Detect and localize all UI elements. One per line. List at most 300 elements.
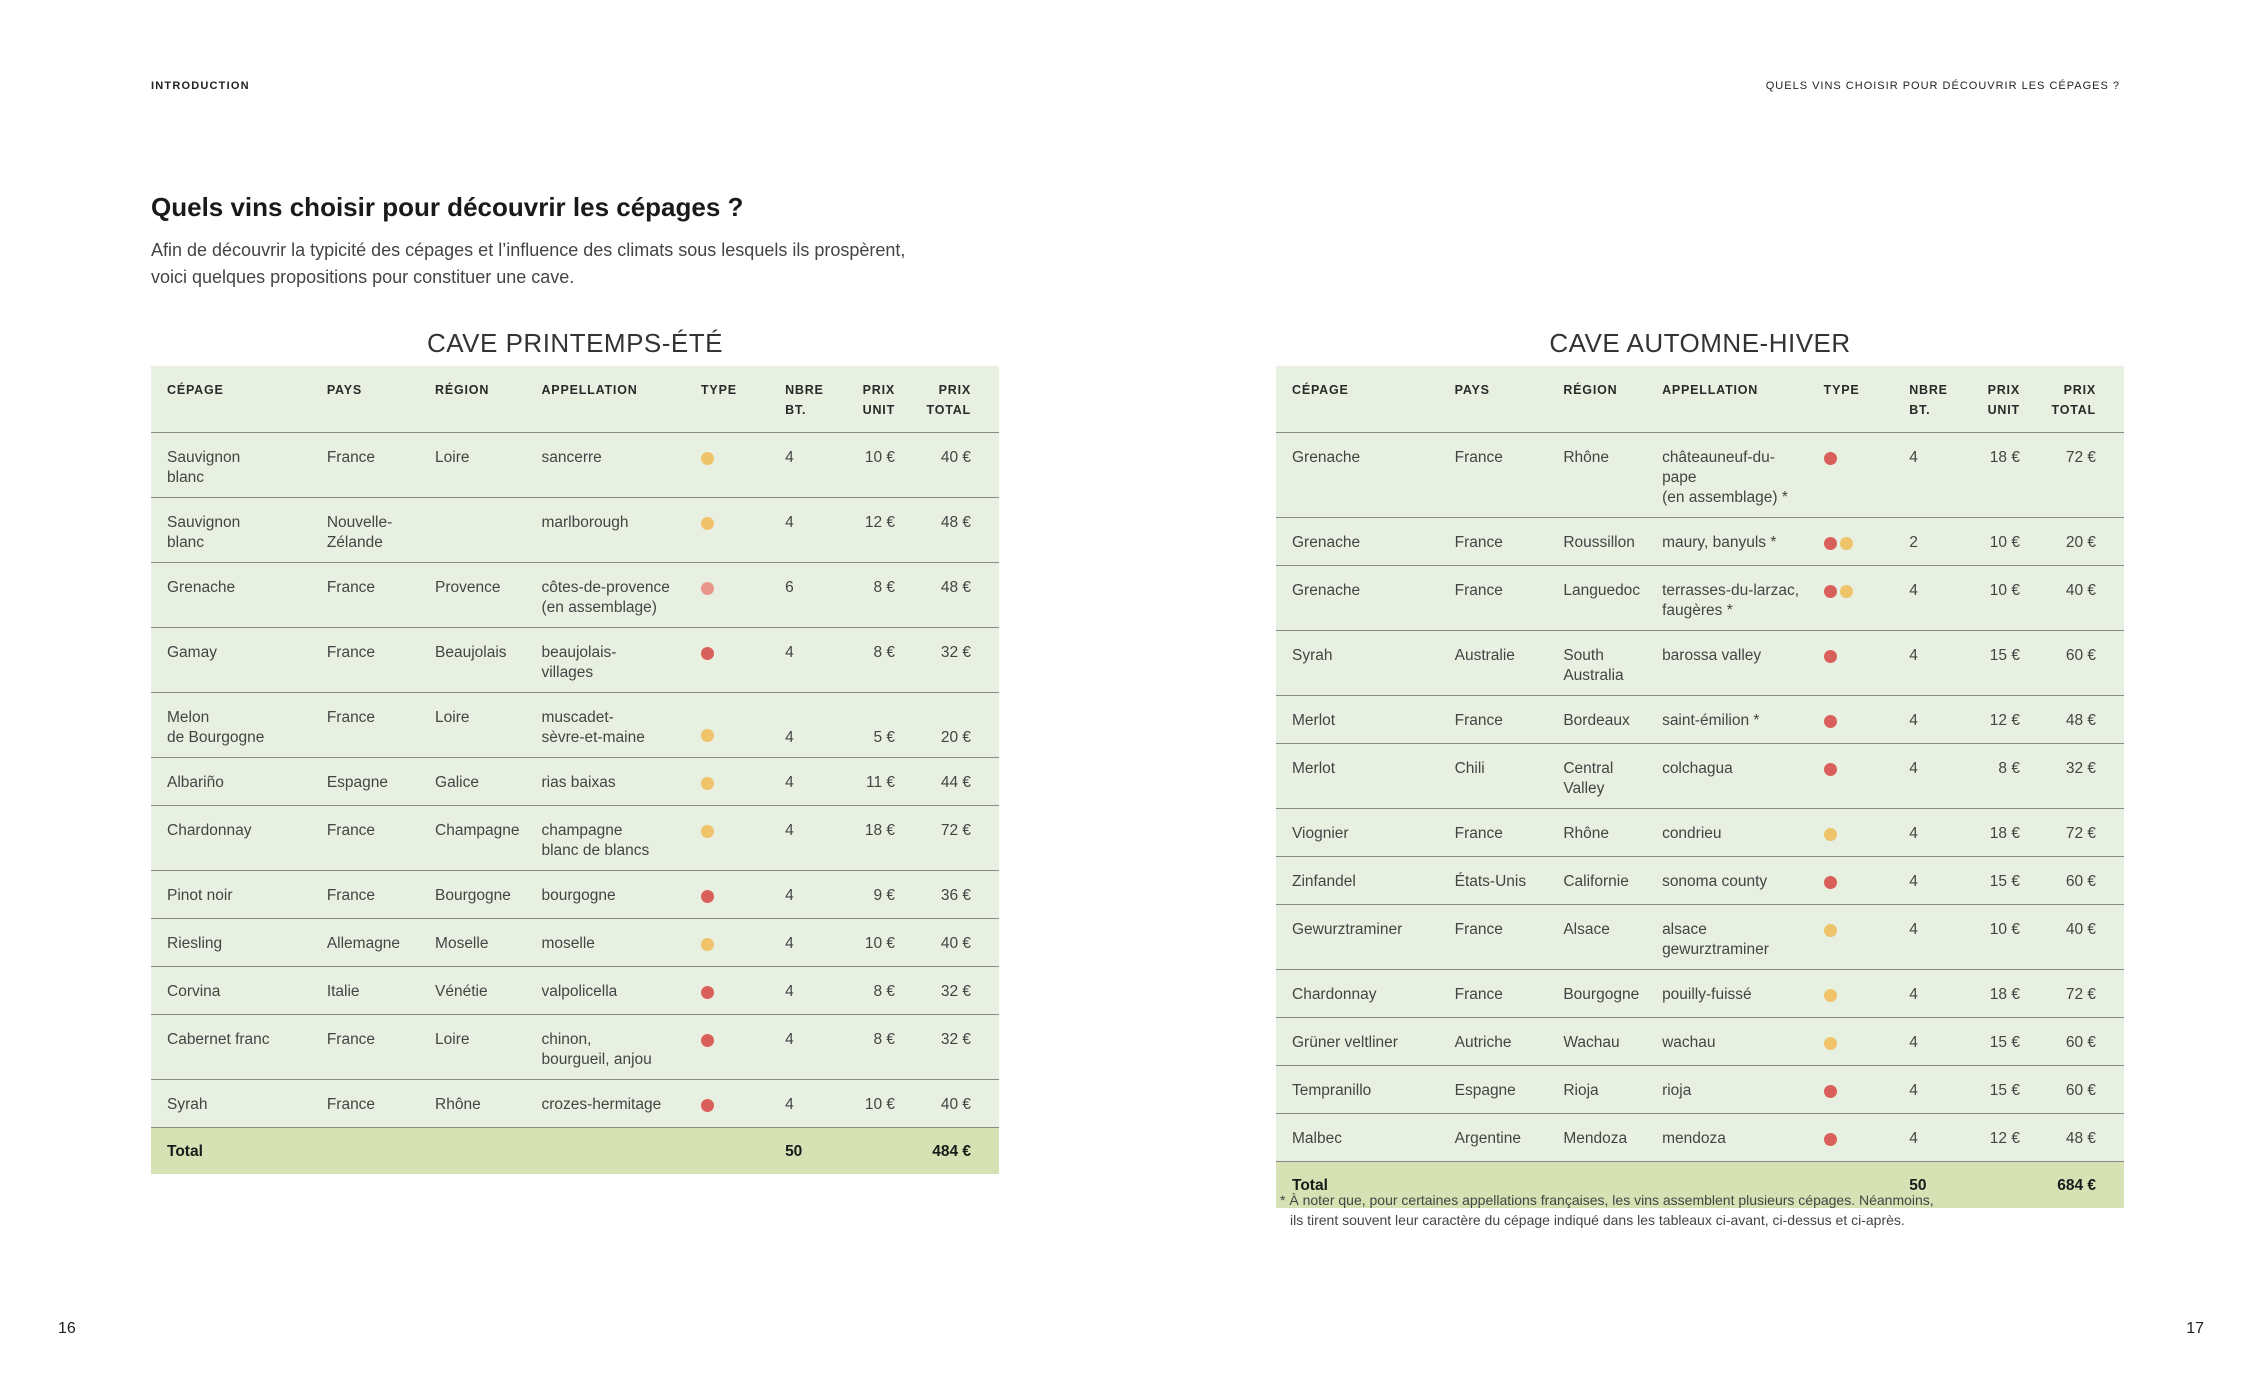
cell-pays bbox=[311, 967, 419, 1015]
cell-appellation-line: marlborough bbox=[541, 514, 629, 531]
cell-prix-unit: 8 € bbox=[837, 628, 909, 693]
cell-appellation-line: crozes-hermitage bbox=[541, 1096, 662, 1113]
cave-automne-table bbox=[1276, 366, 2124, 1208]
cell-pays bbox=[311, 806, 419, 871]
cell-appellation bbox=[525, 919, 685, 967]
cell-appellation bbox=[1646, 857, 1808, 905]
cell-appellation-line: rioja bbox=[1662, 1082, 1692, 1099]
cell-prix-total: 48 € bbox=[909, 498, 999, 563]
cell-region-line: Mendoza bbox=[1563, 1130, 1628, 1147]
cell-pays-line: Italie bbox=[326, 983, 360, 1000]
table-row bbox=[151, 967, 999, 1015]
cell-cepage bbox=[1276, 433, 1439, 518]
cell-cepage-line: Malbec bbox=[1292, 1130, 1342, 1147]
header-pays: PAYS bbox=[311, 366, 419, 433]
table-row bbox=[1276, 566, 2124, 631]
cell-type bbox=[1808, 905, 1900, 970]
cell-appellation-line: bourgueil, anjou bbox=[541, 1051, 652, 1068]
header-cepage: CÉPAGE bbox=[151, 366, 311, 433]
cell-prix-unit: 12 € bbox=[837, 498, 909, 563]
cell-nbre: 4 bbox=[1899, 1066, 1961, 1114]
cell-pays-line: France bbox=[326, 887, 376, 904]
cell-appellation-line: (en assemblage) bbox=[541, 599, 657, 616]
cell-type bbox=[685, 693, 775, 758]
cell-cepage-line: Grüner veltliner bbox=[1292, 1034, 1398, 1051]
cave-automne-hiver bbox=[1276, 326, 2124, 1208]
cell-region-line: Loire bbox=[435, 1031, 470, 1048]
cell-region bbox=[1547, 433, 1646, 518]
cell-appellation-line: mendoza bbox=[1662, 1130, 1726, 1147]
header-prix-total bbox=[2034, 366, 2124, 433]
cell-cepage bbox=[151, 1015, 311, 1080]
cell-cepage bbox=[151, 563, 311, 628]
cell-type bbox=[685, 1015, 775, 1080]
cell-nbre: 4 bbox=[1899, 809, 1961, 857]
header-appellation: APPELLATION bbox=[1646, 366, 1808, 433]
cave-printemps-table bbox=[151, 366, 999, 1174]
cell-cepage bbox=[1276, 744, 1439, 809]
cell-nbre: 4 bbox=[1899, 857, 1961, 905]
cell-appellation-line: côtes-de-provence bbox=[541, 579, 670, 596]
cell-region bbox=[1547, 857, 1646, 905]
cell-nbre: 4 bbox=[1899, 744, 1961, 809]
table-row bbox=[1276, 809, 2124, 857]
cell-pays-line: Nouvelle- bbox=[326, 514, 393, 531]
table-row bbox=[151, 693, 999, 758]
header-type: TYPE bbox=[1808, 366, 1900, 433]
cell-nbre: 4 bbox=[1899, 566, 1961, 631]
cell-region-line: Beaujolais bbox=[435, 644, 507, 661]
cell-prix-total: 48 € bbox=[2034, 1114, 2124, 1162]
cell-type bbox=[685, 806, 775, 871]
cell-pays bbox=[1439, 518, 1548, 566]
cell-type bbox=[685, 919, 775, 967]
cell-pays bbox=[311, 758, 419, 806]
cell-appellation-line: champagne bbox=[541, 822, 623, 839]
total-empty bbox=[837, 1128, 909, 1174]
cell-prix-unit: 18 € bbox=[837, 806, 909, 871]
cave-printemps-title: CAVE PRINTEMPS-ÉTÉ bbox=[426, 328, 723, 358]
cell-appellation bbox=[525, 693, 685, 758]
cell-cepage bbox=[151, 628, 311, 693]
cell-nbre: 4 bbox=[775, 806, 837, 871]
cell-cepage-line: Corvina bbox=[167, 983, 221, 1000]
cell-nbre: 2 bbox=[1899, 518, 1961, 566]
cell-region bbox=[1547, 809, 1646, 857]
cell-nbre: 4 bbox=[775, 967, 837, 1015]
cell-prix-total: 72 € bbox=[909, 806, 999, 871]
cell-appellation bbox=[525, 871, 685, 919]
cell-prix-unit: 5 € bbox=[837, 693, 909, 758]
cell-cepage-line: blanc bbox=[167, 534, 205, 551]
cell-pays-line: France bbox=[1454, 825, 1503, 842]
cell-prix-unit: 10 € bbox=[837, 919, 909, 967]
cell-appellation-line: bourgogne bbox=[541, 887, 616, 904]
cell-prix-unit: 12 € bbox=[1961, 1114, 2034, 1162]
table-row bbox=[1276, 1114, 2124, 1162]
cell-pays-line: Allemagne bbox=[326, 935, 401, 952]
cell-pays bbox=[1439, 970, 1548, 1018]
cell-prix-total: 40 € bbox=[909, 1080, 999, 1128]
cell-prix-total: 44 € bbox=[909, 758, 999, 806]
table-row bbox=[151, 433, 999, 498]
cell-pays bbox=[1439, 433, 1548, 518]
cell-pays-line: France bbox=[326, 644, 376, 661]
cell-region bbox=[1547, 631, 1646, 696]
cell-cepage-line: Grenache bbox=[1292, 449, 1361, 466]
cell-appellation bbox=[525, 563, 685, 628]
cell-region bbox=[419, 967, 525, 1015]
cell-type bbox=[685, 1080, 775, 1128]
cell-region bbox=[1547, 970, 1646, 1018]
page-number-left: 16 bbox=[58, 1320, 76, 1337]
cell-appellation bbox=[1646, 1114, 1808, 1162]
cell-appellation-line: moselle bbox=[541, 935, 595, 952]
cell-pays bbox=[311, 433, 419, 498]
cell-pays-line: France bbox=[1454, 582, 1503, 599]
cell-region bbox=[419, 498, 525, 563]
cell-appellation-line: barossa valley bbox=[1662, 647, 1762, 664]
cell-nbre: 4 bbox=[1899, 905, 1961, 970]
cell-region-line: Californie bbox=[1563, 873, 1629, 890]
cell-region-line: Galice bbox=[435, 774, 479, 791]
table-body bbox=[1276, 433, 2124, 1208]
wine-type-yellow-dot-icon bbox=[1824, 989, 1837, 1002]
table-row bbox=[151, 563, 999, 628]
footnote-line-2: ils tirent souvent leur caractère du cépage indiqué dans les tableaux ci-avant, ci-dessus et ci-après. bbox=[1290, 1212, 1905, 1228]
cell-appellation bbox=[1646, 1018, 1808, 1066]
cell-cepage bbox=[151, 919, 311, 967]
cell-pays-line: France bbox=[1454, 449, 1503, 466]
cell-nbre: 4 bbox=[775, 628, 837, 693]
header-nbre bbox=[775, 366, 837, 433]
cell-prix-total: 40 € bbox=[2034, 566, 2124, 631]
cell-region-line: South bbox=[1563, 647, 1604, 664]
table-row bbox=[1276, 905, 2124, 970]
cell-cepage-line: de Bourgogne bbox=[167, 729, 265, 746]
wine-type-red-dot-icon bbox=[701, 986, 714, 999]
cell-pays bbox=[311, 1080, 419, 1128]
cell-region-line: Valley bbox=[1563, 780, 1605, 797]
cell-type bbox=[1808, 1066, 1900, 1114]
table-body bbox=[151, 433, 999, 1174]
cell-pays-line: États-Unis bbox=[1454, 873, 1527, 890]
cell-cepage-line: Merlot bbox=[1292, 760, 1336, 777]
cell-cepage-line: Melon bbox=[167, 709, 210, 726]
cell-type bbox=[1808, 433, 1900, 518]
total-row bbox=[151, 1128, 999, 1174]
cell-cepage-line: Syrah bbox=[167, 1096, 208, 1113]
cell-pays-line: France bbox=[326, 709, 376, 726]
cell-prix-total: 36 € bbox=[909, 871, 999, 919]
header-region: RÉGION bbox=[419, 366, 525, 433]
cell-appellation-line: maury, banyuls * bbox=[1662, 534, 1777, 551]
header-nbre-line1: NBRE bbox=[1909, 383, 1948, 397]
cell-appellation bbox=[525, 1080, 685, 1128]
cell-pays bbox=[1439, 905, 1548, 970]
header-prix-total-line2: TOTAL bbox=[2051, 403, 2096, 417]
cell-region-line: Rhône bbox=[435, 1096, 481, 1113]
cell-cepage bbox=[1276, 809, 1439, 857]
cell-appellation-line: saint-émilion * bbox=[1662, 712, 1760, 729]
table-row bbox=[1276, 1066, 2124, 1114]
cell-appellation bbox=[1646, 809, 1808, 857]
wine-type-yellow-dot-icon bbox=[1840, 537, 1853, 550]
cell-cepage bbox=[1276, 970, 1439, 1018]
wine-type-yellow-dot-icon bbox=[701, 777, 714, 790]
cell-region-line: Bourgogne bbox=[1563, 986, 1640, 1003]
cell-pays bbox=[311, 1015, 419, 1080]
cell-region bbox=[1547, 566, 1646, 631]
cell-appellation-line: châteauneuf-du-pape bbox=[1662, 449, 1775, 486]
cell-region bbox=[419, 693, 525, 758]
running-head-right: QUELS VINS CHOISIR POUR DÉCOUVRIR LES CÉPAGES ? bbox=[1765, 80, 2120, 92]
cell-pays bbox=[1439, 857, 1548, 905]
cell-region bbox=[1547, 905, 1646, 970]
cell-region-line: Wachau bbox=[1563, 1034, 1620, 1051]
intro-paragraph bbox=[151, 237, 1051, 291]
cave-automne-title: CAVE AUTOMNE-HIVER bbox=[1549, 328, 1851, 358]
cell-cepage-line: Gewurztraminer bbox=[1292, 921, 1403, 938]
cell-cepage-line: Chardonnay bbox=[167, 822, 252, 839]
wine-type-yellow-dot-icon bbox=[1824, 1037, 1837, 1050]
page-number-right: 17 bbox=[2186, 1320, 2204, 1337]
cell-prix-unit: 12 € bbox=[1961, 696, 2034, 744]
cell-appellation-line: terrasses-du-larzac, bbox=[1662, 582, 1800, 599]
cell-region bbox=[419, 871, 525, 919]
cell-prix-unit: 10 € bbox=[1961, 566, 2034, 631]
cell-pays bbox=[1439, 1114, 1548, 1162]
header-prix-unit-line2: UNIT bbox=[1987, 403, 2020, 417]
cell-cepage-line: Zinfandel bbox=[1292, 873, 1356, 890]
header-prix-unit bbox=[1961, 366, 2034, 433]
cell-pays-line: France bbox=[326, 822, 376, 839]
cell-pays-line: Espagne bbox=[1454, 1082, 1516, 1099]
cell-cepage bbox=[1276, 566, 1439, 631]
table-header bbox=[1276, 366, 2124, 433]
cell-appellation-line: chinon, bbox=[541, 1031, 592, 1048]
wine-type-yellow-dot-icon bbox=[701, 517, 714, 530]
cell-appellation bbox=[1646, 696, 1808, 744]
cell-appellation-line: wachau bbox=[1662, 1034, 1716, 1051]
header-cepage: CÉPAGE bbox=[1276, 366, 1439, 433]
cell-cepage bbox=[1276, 1066, 1439, 1114]
cell-prix-total: 60 € bbox=[2034, 631, 2124, 696]
cell-prix-total: 40 € bbox=[909, 433, 999, 498]
cell-nbre: 4 bbox=[1899, 433, 1961, 518]
header-prix-total bbox=[909, 366, 999, 433]
cell-type bbox=[1808, 518, 1900, 566]
cell-prix-unit: 10 € bbox=[1961, 518, 2034, 566]
cell-pays bbox=[1439, 809, 1548, 857]
cave-printemps-ete bbox=[151, 326, 999, 1174]
table-row bbox=[1276, 970, 2124, 1018]
cell-appellation bbox=[1646, 566, 1808, 631]
cell-region-line: Australia bbox=[1563, 667, 1624, 684]
cell-region bbox=[419, 1080, 525, 1128]
cell-prix-unit: 8 € bbox=[837, 1015, 909, 1080]
cell-prix-total: 32 € bbox=[909, 1015, 999, 1080]
cell-region bbox=[419, 433, 525, 498]
cell-cepage bbox=[151, 693, 311, 758]
cell-type bbox=[1808, 809, 1900, 857]
cell-type bbox=[685, 871, 775, 919]
cell-type bbox=[1808, 1114, 1900, 1162]
cell-cepage-line: Sauvignon bbox=[167, 514, 241, 531]
cell-appellation bbox=[1646, 631, 1808, 696]
cell-prix-total: 60 € bbox=[2034, 857, 2124, 905]
header-prix-unit-line1: PRIX bbox=[1987, 383, 2020, 397]
cell-cepage bbox=[1276, 857, 1439, 905]
table-row bbox=[1276, 433, 2124, 518]
cell-appellation-line: condrieu bbox=[1662, 825, 1722, 842]
cell-cepage-line: Chardonnay bbox=[1292, 986, 1377, 1003]
wine-type-red-dot-icon bbox=[701, 1034, 714, 1047]
cell-appellation bbox=[525, 628, 685, 693]
cell-cepage bbox=[1276, 631, 1439, 696]
cell-appellation bbox=[525, 758, 685, 806]
header-appellation: APPELLATION bbox=[525, 366, 685, 433]
cell-cepage bbox=[1276, 1114, 1439, 1162]
cell-pays-line: Chili bbox=[1454, 760, 1485, 777]
cell-prix-total: 32 € bbox=[909, 628, 999, 693]
cell-appellation-line: beaujolais- bbox=[541, 644, 617, 661]
header-nbre-line2: BT. bbox=[1909, 403, 1931, 417]
cell-cepage bbox=[1276, 1018, 1439, 1066]
cell-type bbox=[1808, 566, 1900, 631]
cell-region-line: Bourgogne bbox=[435, 887, 511, 904]
cell-pays bbox=[1439, 744, 1548, 809]
table-row bbox=[151, 871, 999, 919]
wine-type-yellow-dot-icon bbox=[701, 938, 714, 951]
cell-appellation bbox=[525, 806, 685, 871]
cell-nbre: 4 bbox=[1899, 970, 1961, 1018]
cell-pays bbox=[311, 628, 419, 693]
total-nbre: 50 bbox=[1899, 1162, 1961, 1208]
table-row bbox=[151, 919, 999, 967]
cell-region bbox=[419, 919, 525, 967]
cell-prix-total: 60 € bbox=[2034, 1018, 2124, 1066]
running-head-left: INTRODUCTION bbox=[151, 80, 250, 92]
cell-region bbox=[1547, 518, 1646, 566]
cell-appellation bbox=[1646, 433, 1808, 518]
cell-prix-unit: 15 € bbox=[1961, 631, 2034, 696]
cell-cepage-line: Sauvignon bbox=[167, 449, 241, 466]
cell-appellation-line: colchagua bbox=[1662, 760, 1733, 777]
footnote bbox=[1280, 1190, 2000, 1230]
cell-cepage-line: Merlot bbox=[1292, 712, 1336, 729]
cell-cepage bbox=[151, 806, 311, 871]
header-nbre bbox=[1899, 366, 1961, 433]
cell-region-line: Rhône bbox=[1563, 449, 1610, 466]
cell-prix-total: 72 € bbox=[2034, 433, 2124, 518]
cell-type bbox=[685, 628, 775, 693]
cell-cepage-line: Riesling bbox=[167, 935, 223, 952]
cell-cepage-line: Syrah bbox=[1292, 647, 1333, 664]
cell-appellation-line: rias baixas bbox=[541, 774, 616, 791]
cell-pays-line: Espagne bbox=[326, 774, 389, 791]
wine-type-yellow-dot-icon bbox=[1824, 924, 1837, 937]
footnote-line-1: * À noter que, pour certaines appellations françaises, les vins assemblent plusieurs cépages. Néanmoins, bbox=[1280, 1192, 1934, 1208]
cell-region-line: Loire bbox=[435, 449, 470, 466]
cell-cepage bbox=[151, 1080, 311, 1128]
cell-cepage bbox=[151, 433, 311, 498]
cell-type bbox=[685, 967, 775, 1015]
wine-type-yellow-dot-icon bbox=[701, 452, 714, 465]
cell-cepage-line: Gamay bbox=[167, 644, 217, 661]
header-prix-unit-line1: PRIX bbox=[862, 383, 896, 397]
header-prix-total-line1: PRIX bbox=[2063, 383, 2096, 397]
cell-cepage-line: Grenache bbox=[1292, 582, 1361, 599]
cell-cepage bbox=[1276, 518, 1439, 566]
cell-prix-unit: 9 € bbox=[837, 871, 909, 919]
cell-prix-unit: 10 € bbox=[837, 1080, 909, 1128]
cell-prix-unit: 8 € bbox=[837, 563, 909, 628]
cell-cepage-line: Cabernet franc bbox=[167, 1031, 270, 1048]
cell-pays bbox=[311, 498, 419, 563]
wine-type-red-dot-icon bbox=[1824, 763, 1837, 776]
intro-line-1: Afin de découvrir la typicité des cépages et l’influence des climats sous lesquels ils prospèrent, bbox=[151, 240, 906, 260]
cell-cepage bbox=[151, 967, 311, 1015]
cell-region bbox=[419, 563, 525, 628]
cell-prix-unit: 11 € bbox=[837, 758, 909, 806]
cell-appellation-line: sonoma county bbox=[1662, 873, 1768, 890]
cell-prix-total: 40 € bbox=[2034, 905, 2124, 970]
cell-nbre: 4 bbox=[775, 871, 837, 919]
wine-type-red-dot-icon bbox=[701, 647, 714, 660]
cell-region-line: Languedoc bbox=[1563, 582, 1641, 599]
cell-nbre: 4 bbox=[775, 919, 837, 967]
cell-type bbox=[1808, 696, 1900, 744]
cell-pays bbox=[1439, 566, 1548, 631]
cell-prix-unit: 15 € bbox=[1961, 857, 2034, 905]
cell-pays-line: France bbox=[1454, 986, 1503, 1003]
wine-type-red-dot-icon bbox=[1824, 650, 1837, 663]
cell-pays-line: Australie bbox=[1454, 647, 1515, 664]
table-row bbox=[151, 758, 999, 806]
cell-type bbox=[685, 563, 775, 628]
page-title: Quels vins choisir pour découvrir les cépages ? bbox=[151, 192, 744, 222]
wine-type-red-dot-icon bbox=[701, 890, 714, 903]
cell-appellation bbox=[525, 967, 685, 1015]
cell-appellation-line: pouilly-fuissé bbox=[1662, 986, 1752, 1003]
table-row bbox=[151, 806, 999, 871]
cell-region-line: Central bbox=[1563, 760, 1614, 777]
cell-appellation bbox=[1646, 970, 1808, 1018]
cell-pays-line: Zélande bbox=[326, 534, 383, 551]
cell-pays bbox=[1439, 1066, 1548, 1114]
table-row bbox=[1276, 744, 2124, 809]
cell-appellation bbox=[525, 498, 685, 563]
wine-type-red-dot-icon bbox=[1824, 1085, 1837, 1098]
cell-prix-total: 40 € bbox=[909, 919, 999, 967]
cell-cepage-line: Grenache bbox=[1292, 534, 1361, 551]
header-type: TYPE bbox=[685, 366, 775, 433]
wine-type-red-dot-icon bbox=[1824, 1133, 1837, 1146]
total-nbre: 50 bbox=[775, 1128, 837, 1174]
cell-region-line: Rioja bbox=[1563, 1082, 1599, 1099]
cell-nbre: 4 bbox=[775, 758, 837, 806]
wine-type-red-dot-icon bbox=[1824, 585, 1837, 598]
cell-pays bbox=[311, 871, 419, 919]
cell-region bbox=[419, 1015, 525, 1080]
cell-prix-unit: 8 € bbox=[837, 967, 909, 1015]
cell-appellation-line: (en assemblage) * bbox=[1662, 489, 1788, 506]
wine-type-red-dot-icon bbox=[1824, 876, 1837, 889]
cell-region-line: Champagne bbox=[435, 822, 520, 839]
cell-appellation bbox=[1646, 1066, 1808, 1114]
cell-appellation-line: sèvre-et-maine bbox=[541, 729, 645, 746]
